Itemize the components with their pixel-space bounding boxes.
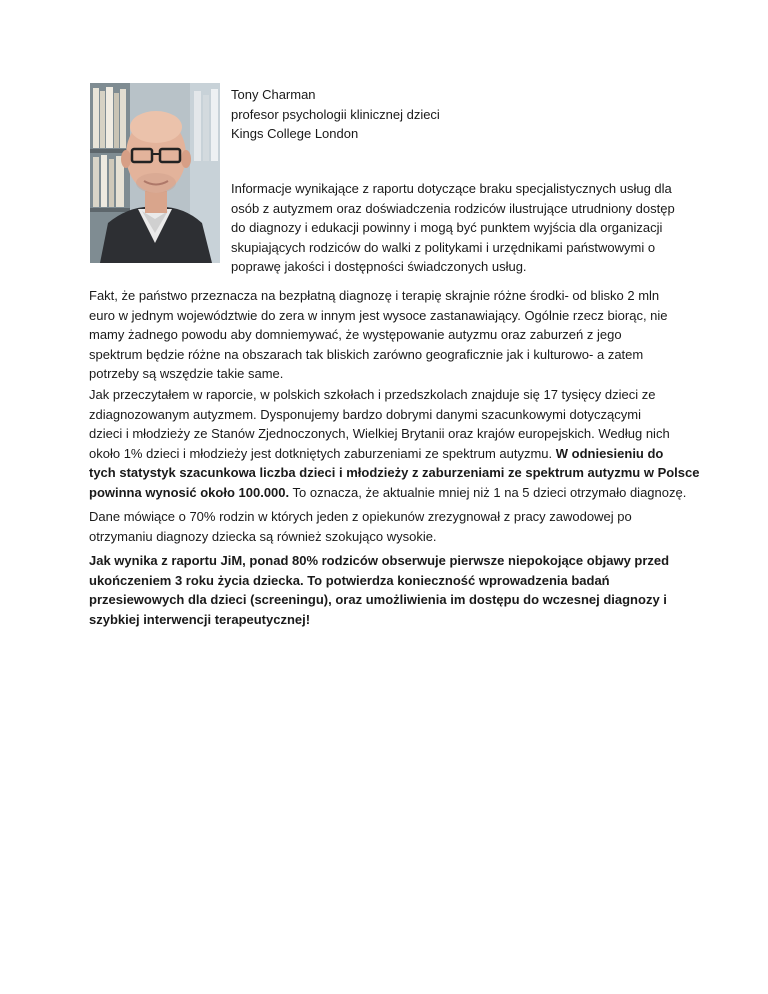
intro-line: skupiających rodziców do walki z politykami i urzędnikami państwowymi o (231, 239, 656, 255)
author-institution: Kings College London (231, 126, 359, 141)
paragraph-families (89, 507, 687, 546)
author-portrait-image (90, 83, 220, 263)
author-name: Tony Charman (231, 87, 316, 102)
intro-line: osób z autyzmem oraz doświadczenia rodziców ilustrujące utrudniony dostęp (231, 200, 675, 216)
paragraph-line: Fakt, że państwo przeznacza na bezpłatną diagnozę i terapię skrajnie różne środki- od blisko 2 mln (89, 288, 660, 303)
paragraph-emphasis: tych statystyk szacunkowa liczba dzieci i młodzieży z zaburzeniami ze spektrum autyzmu w Polsce (89, 465, 700, 480)
intro-line: poprawę jakości i dostępności świadczonych usług. (231, 259, 527, 274)
paragraph-line: ukończeniem 3 roku życia dziecka. To potwierdza konieczność wprowadzenia badań (89, 572, 610, 588)
paragraph-line: przesiewowych dla dzieci (screeningu), oraz umożliwienia im dostępu do wczesnej diagnozy i (89, 592, 667, 607)
paragraph-line: szybkiej interwencji terapeutycznej! (89, 611, 311, 627)
paragraph-emphasis: W odniesieniu do (555, 445, 664, 461)
paragraph-line: Jak wynika z raportu JiM, ponad 80% rodziców obserwuje pierwsze niepokojące objawy przed (89, 553, 670, 568)
paragraph-emphasis: powinna wynosić około 100.000. (89, 484, 290, 500)
paragraph-line: otrzymaniu diagnozy dziecka są również szokująco wysokie. (89, 528, 437, 544)
paragraph-line (89, 444, 687, 464)
paragraph-line (89, 483, 687, 503)
paragraph-line: mamy żadnego powodu aby domniemywać, że występowanie autyzmu oraz zaburzeń z jego (89, 327, 622, 342)
paragraph-line: spektrum będzie różne na obszarach tak bliskich zarówno geograficznie jak i kulturowo- a zatem (89, 346, 644, 362)
author-title: profesor psychologii klinicznej dzieci (231, 106, 440, 122)
paragraph-text: To oznacza, że aktualnie mniej niż 1 na 5 dzieci otrzymało diagnozę. (289, 484, 687, 500)
paragraph-line: potrzeby są wszędzie takie same. (89, 366, 284, 381)
author-info (231, 85, 440, 144)
author-photo (90, 83, 220, 263)
paragraph-line: euro w jednym województwie do zera w innym jest wysoce zastanawiający. Ogólnie rzecz biorąc, nie (89, 307, 668, 323)
paragraph-line: Jak przeczytałem w raporcie, w polskich szkołach i przedszkolach znajduje się 17 tysięcy dzieci ze (89, 387, 656, 402)
intro-line: do diagnozy i edukacji powinny i mogą być punktem wyjścia dla organizacji (231, 220, 663, 235)
paragraph-line (89, 463, 700, 483)
paragraph-line: dzieci i młodzieży ze Stanów Zjednoczonych, Wielkiej Brytanii oraz krajów europejskich. Według nich (89, 426, 670, 441)
paragraph-line: zdiagnozowanym autyzmem. Dysponujemy bardzo dobrymi danymi szacunkowymi dotyczącymi (89, 406, 641, 422)
paragraph-conclusion (89, 551, 687, 629)
paragraph-statistics (89, 385, 700, 502)
intro-line: Informacje wynikające z raportu dotyczące braku specjalistycznych usług dla (231, 181, 672, 196)
intro-paragraph (231, 179, 681, 277)
paragraph-text: około 1% dzieci i młodzieży jest dotkniętych zaburzeniami ze spektrum autyzmu. (89, 445, 556, 461)
paragraph-line: Dane mówiące o 70% rodzin w których jeden z opiekunów zrezygnował z pracy zawodowej po (89, 509, 632, 524)
paragraph-funding (89, 286, 687, 384)
